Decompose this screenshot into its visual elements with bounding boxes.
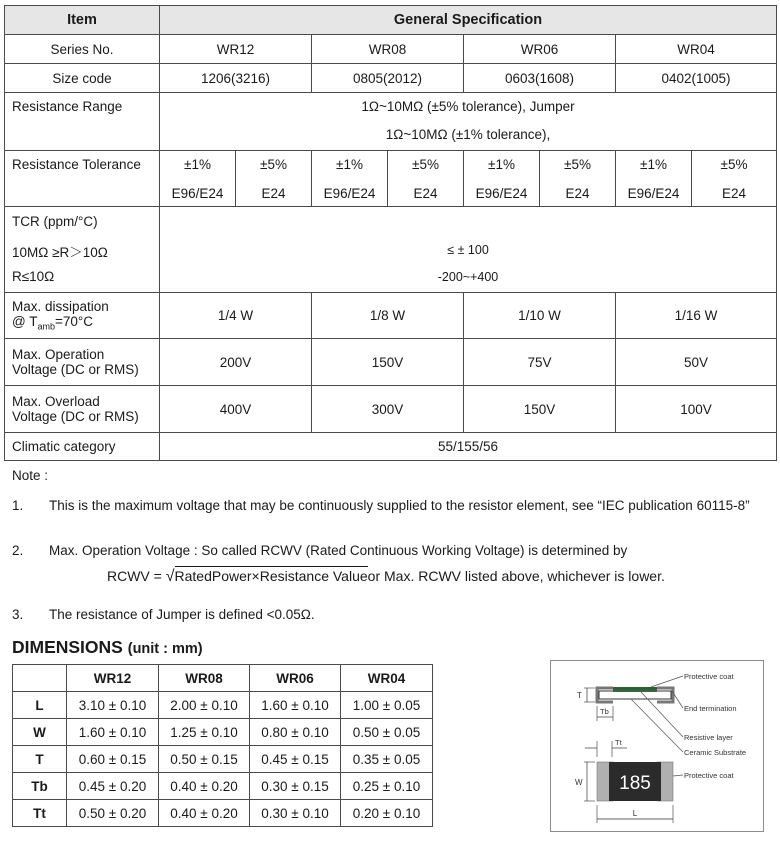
tolerance-cell [236, 151, 312, 207]
note-item-1 [12, 498, 772, 530]
table-row [13, 746, 433, 773]
tolerance-value: ±1% [640, 156, 667, 172]
tcr-value [160, 207, 777, 293]
dimension-label: W [13, 719, 67, 746]
dimension-value: 1.60 ± 0.10 [67, 719, 159, 746]
tolerance-series: E96/E24 [475, 185, 528, 201]
note-text: Max. Operation Voltage : So called RCWV (Rated Continuous Working Voltage) is determined by [49, 543, 628, 558]
operation-voltage-wr08: 150V [312, 339, 464, 386]
tolerance-cell [388, 151, 464, 207]
formula-tail: or Max. RCWV listed above, whichever is lower. [367, 568, 665, 584]
cross-section [597, 687, 673, 702]
tcr-value-high: ≤ ± 100 [447, 243, 489, 257]
tolerance-cell [464, 151, 540, 207]
note-title: Note : [12, 468, 49, 483]
overload-voltage-label-line1: Max. Overload [12, 394, 100, 409]
dim-label-tt: Tt [615, 738, 622, 747]
overload-voltage-label-line2: Voltage (DC or RMS) [12, 409, 139, 424]
resistor-diagram-svg [551, 661, 763, 831]
dimension-value: 1.25 ± 0.10 [159, 719, 250, 746]
note-number: 1. [12, 498, 24, 513]
series-wr06: WR06 [464, 35, 616, 64]
note-number: 3. [12, 607, 24, 622]
size-code-wr04: 0402(1005) [616, 64, 777, 93]
series-row [5, 35, 777, 64]
item-header: Item [5, 6, 160, 35]
dimension-value: 2.00 ± 0.10 [159, 692, 250, 719]
dimension-value: 0.30 ± 0.10 [250, 800, 341, 827]
operation-voltage-label-line1: Max. Operation [12, 347, 105, 362]
dim-label-tb: Tb [600, 707, 609, 716]
tolerance-series: E24 [722, 185, 747, 201]
note-item-2 [12, 543, 772, 559]
general-specification-table [4, 5, 777, 461]
dimension-label: L [13, 692, 67, 719]
tcr-label-title: TCR (ppm/°C) [12, 214, 98, 229]
dimensions-table [12, 664, 433, 827]
dimensions-corner [13, 665, 67, 692]
tolerance-series: E24 [261, 185, 286, 201]
series-wr04: WR04 [616, 35, 777, 64]
label-protective-coat-top: Protective coat [684, 672, 734, 681]
tolerance-cell [312, 151, 388, 207]
resistive-layer-shape [613, 690, 657, 692]
dissipation-at: @ T [12, 314, 38, 330]
table-row [13, 773, 433, 800]
resistor-marking: 185 [619, 773, 651, 794]
spec-header-row [5, 6, 777, 35]
series-wr12: WR12 [160, 35, 312, 64]
operation-voltage-wr04: 50V [616, 339, 777, 386]
dimension-label: Tt [13, 800, 67, 827]
tolerance-series: E96/E24 [171, 185, 224, 201]
dimension-value: 0.45 ± 0.20 [67, 773, 159, 800]
overload-voltage-label [5, 386, 160, 433]
label-protective-coat-bottom: Protective coat [684, 771, 734, 780]
tolerance-value: ±5% [260, 156, 287, 172]
label-end-termination: End termination [684, 704, 737, 713]
tcr-value-low: -200~+400 [437, 270, 499, 284]
tolerance-label [5, 151, 160, 207]
dissipation-label [5, 293, 160, 339]
dissipation-wr06: 1/10 W [464, 293, 616, 339]
dimension-value: 0.50 ± 0.05 [341, 719, 433, 746]
operation-voltage-row [5, 339, 777, 386]
formula-lhs: RCWV = [107, 568, 162, 584]
dimension-value: 3.10 ± 0.10 [67, 692, 159, 719]
table-row [13, 719, 433, 746]
dim-label-t: T [577, 691, 582, 700]
dimension-label: Tb [13, 773, 67, 800]
dimension-value: 0.35 ± 0.05 [341, 746, 433, 773]
rcwv-formula [107, 568, 665, 586]
dissipation-temp: =70°C [54, 314, 94, 330]
dissipation-label-line1: Max. dissipation [12, 299, 109, 315]
resistance-range-label [5, 93, 160, 151]
tolerance-label-text: Resistance Tolerance [12, 157, 141, 172]
dissipation-row [5, 293, 777, 339]
sqrt-symbol: √ [165, 568, 175, 585]
tolerance-value: ±5% [412, 156, 439, 172]
tcr-row [5, 207, 777, 293]
label-ceramic-substrate: Ceramic Substrate [684, 748, 747, 757]
dimensions-heading: DIMENSIONS [12, 637, 123, 657]
table-row [13, 800, 433, 827]
dim-label-l: L [632, 809, 638, 818]
tolerance-cell [616, 151, 692, 207]
size-code-wr08: 0805(2012) [312, 64, 464, 93]
dimensions-title [12, 637, 203, 658]
dissipation-wr08: 1/8 W [312, 293, 464, 339]
general-spec-header: General Specification [160, 6, 777, 35]
resistance-range-line-2: 1Ω~10MΩ (±1% tolerance), [385, 127, 551, 142]
dimensions-header-row [13, 665, 433, 692]
tolerance-value: ±5% [564, 156, 591, 172]
tolerance-value: ±1% [488, 156, 515, 172]
resistor-diagram [550, 660, 764, 832]
operation-voltage-wr06: 75V [464, 339, 616, 386]
resistance-range-line-1: 1Ω~10MΩ (±5% tolerance), Jumper [361, 99, 575, 114]
operation-voltage-label [5, 339, 160, 386]
ceramic-substrate-shape [599, 691, 671, 699]
operation-voltage-label-line2: Voltage (DC or RMS) [12, 362, 139, 377]
dissipation-label-line2 [12, 314, 159, 332]
climatic-row [5, 433, 777, 461]
tolerance-value: ±5% [720, 156, 748, 172]
label-resistive-layer: Resistive layer [684, 733, 733, 742]
size-code-row [5, 64, 777, 93]
overload-voltage-wr04: 100V [616, 386, 777, 433]
overload-voltage-wr06: 150V [464, 386, 616, 433]
note-text: The resistance of Jumper is defined <0.05Ω. [49, 607, 315, 622]
overload-voltage-row [5, 386, 777, 433]
dimensions-col-header: WR12 [67, 665, 159, 692]
tolerance-cell [692, 151, 777, 207]
leader-line [631, 699, 683, 752]
table-row [13, 692, 433, 719]
tolerance-value: ±1% [336, 156, 363, 172]
tolerance-row [5, 151, 777, 207]
dissipation-wr04: 1/16 W [616, 293, 777, 339]
dimensions-col-header: WR04 [341, 665, 433, 692]
dimension-value: 0.60 ± 0.15 [67, 746, 159, 773]
resistance-range-label-text: Resistance Range [12, 99, 123, 114]
dissipation-wr12: 1/4 W [160, 293, 312, 339]
dissipation-sub: amb [37, 321, 55, 332]
dimension-value: 0.45 ± 0.15 [250, 746, 341, 773]
dimensions-unit: (unit : mm) [127, 641, 203, 657]
dimension-value: 0.50 ± 0.15 [159, 746, 250, 773]
dimension-value: 1.00 ± 0.05 [341, 692, 433, 719]
formula-radicand: RatedPower×Resistance Value [174, 568, 368, 584]
size-code-wr12: 1206(3216) [160, 64, 312, 93]
climatic-label: Climatic category [5, 433, 160, 461]
dimension-label: T [13, 746, 67, 773]
tolerance-series: E96/E24 [323, 185, 376, 201]
climatic-value: 55/155/56 [160, 433, 777, 461]
tolerance-cell [160, 151, 236, 207]
dim-label-w: W [575, 778, 583, 787]
dimensions-col-header: WR06 [250, 665, 341, 692]
operation-voltage-wr12: 200V [160, 339, 312, 386]
note-item-3 [12, 607, 772, 623]
dimension-value: 0.80 ± 0.10 [250, 719, 341, 746]
tcr-label [5, 207, 160, 293]
dimension-value: 0.20 ± 0.10 [341, 800, 433, 827]
tcr-label-high: 10MΩ ≥R＞10Ω [12, 245, 108, 260]
size-code-wr06: 0603(1608) [464, 64, 616, 93]
overload-voltage-wr08: 300V [312, 386, 464, 433]
dimension-value: 1.60 ± 0.10 [250, 692, 341, 719]
dimension-value: 0.25 ± 0.10 [341, 773, 433, 800]
tolerance-cell [540, 151, 616, 207]
tolerance-series: E96/E24 [627, 185, 680, 201]
dimensions-col-header: WR08 [159, 665, 250, 692]
dimension-value: 0.50 ± 0.20 [67, 800, 159, 827]
leader-line [673, 775, 683, 776]
tolerance-value: ±1% [184, 156, 211, 172]
tolerance-series: E24 [413, 185, 438, 201]
note-text: This is the maximum voltage that may be continuously supplied to the resistor element, see “IEC publication 60115-8” [49, 498, 750, 513]
tcr-label-low: R≤10Ω [12, 269, 55, 284]
tolerance-series: E24 [565, 185, 590, 201]
series-label: Series No. [5, 35, 160, 64]
resistance-range-value [160, 93, 777, 151]
dimension-value: 0.30 ± 0.15 [250, 773, 341, 800]
series-wr08: WR08 [312, 35, 464, 64]
dimension-value: 0.40 ± 0.20 [159, 800, 250, 827]
leader-line [651, 676, 683, 687]
note-number: 2. [12, 543, 24, 558]
size-code-label: Size code [5, 64, 160, 93]
overload-voltage-wr12: 400V [160, 386, 312, 433]
resistance-range-row [5, 93, 777, 151]
dimension-value: 0.40 ± 0.20 [159, 773, 250, 800]
